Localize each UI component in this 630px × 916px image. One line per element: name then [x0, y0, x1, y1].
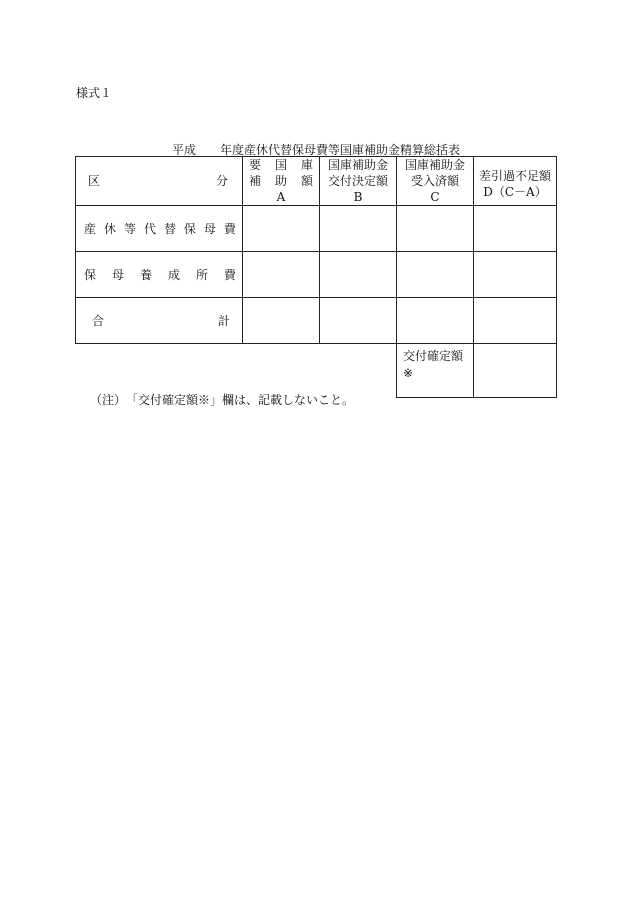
- row-label-char: 代: [143, 222, 156, 236]
- header-a-char: 額: [300, 174, 313, 188]
- row-label-char: 保: [84, 268, 97, 282]
- header-a-char: 助: [274, 174, 287, 188]
- table-row-total: [76, 298, 557, 344]
- cell-d[interactable]: [474, 252, 557, 298]
- header-c-line2: 受入済額: [410, 174, 459, 188]
- header-category: [76, 157, 243, 206]
- blank-cell: [320, 344, 397, 398]
- row-label-char: 母: [111, 268, 124, 282]
- header-category-char: 区: [88, 174, 101, 188]
- header-b-line2: 交付決定額: [327, 174, 388, 188]
- cell-d[interactable]: [474, 206, 557, 252]
- table-row: [76, 252, 557, 298]
- confirmed-amount-line1: 交付確定額: [403, 349, 464, 363]
- header-a-char: 庫: [300, 158, 313, 172]
- row-label-char: 休: [103, 222, 116, 236]
- header-a-char: 補: [249, 174, 262, 188]
- cell-b[interactable]: [320, 298, 397, 344]
- header-c-line1: 国庫補助金: [404, 158, 465, 172]
- header-d-line1: 差引過不足額: [478, 169, 551, 183]
- form-label: 様式１: [76, 86, 113, 100]
- cell-c[interactable]: [397, 298, 474, 344]
- header-a-char: 国: [274, 158, 287, 172]
- cell-b[interactable]: [320, 252, 397, 298]
- row-label-char: 費: [223, 268, 236, 282]
- confirmed-amount-label: [397, 344, 474, 398]
- footnote: （注） 「交付確定額※」欄は、記載しないこと。: [90, 393, 355, 407]
- row-label-char: 等: [123, 222, 136, 236]
- row-label: [76, 298, 243, 344]
- confirmed-amount-cell[interactable]: [474, 344, 557, 398]
- cell-d[interactable]: [474, 298, 557, 344]
- cell-c[interactable]: [397, 206, 474, 252]
- header-col-c: [397, 157, 474, 206]
- header-a-char: 要: [249, 158, 262, 172]
- header-row: [76, 157, 557, 206]
- document-title: 平成 年度産休代替保母費等国庫補助金精算総括表: [172, 143, 461, 157]
- confirmed-amount-row: [76, 344, 557, 398]
- cell-a[interactable]: [243, 252, 320, 298]
- header-col-b: [320, 157, 397, 206]
- row-label-char: 費: [223, 222, 236, 236]
- header-col-a: [243, 157, 320, 206]
- row-label-char: 替: [163, 222, 176, 236]
- header-b-line1: 国庫補助金: [327, 158, 388, 172]
- row-label-char: 母: [203, 222, 216, 236]
- row-label-char: 計: [217, 314, 230, 328]
- row-label-char: 成: [167, 268, 180, 282]
- row-label: [76, 252, 243, 298]
- header-col-d: [474, 157, 557, 206]
- cell-b[interactable]: [320, 206, 397, 252]
- row-label-char: 産: [84, 222, 97, 236]
- blank-cell: [76, 344, 243, 398]
- row-label-char: 合: [92, 314, 105, 328]
- header-c-symbol: C: [430, 190, 440, 204]
- summary-table: [75, 156, 557, 398]
- blank-cell: [243, 344, 320, 398]
- cell-c[interactable]: [397, 252, 474, 298]
- header-category-char: 分: [215, 174, 228, 188]
- confirmed-amount-mark: ※: [403, 366, 414, 380]
- header-a-symbol: A: [276, 190, 286, 204]
- row-label: [76, 206, 243, 252]
- row-label-char: 養: [139, 268, 152, 282]
- table-row: [76, 206, 557, 252]
- row-label-char: 保: [183, 222, 196, 236]
- cell-a[interactable]: [243, 206, 320, 252]
- header-b-symbol: B: [353, 190, 363, 204]
- header-d-line2: D（C－A）: [483, 185, 547, 199]
- cell-a[interactable]: [243, 298, 320, 344]
- row-label-char: 所: [195, 268, 208, 282]
